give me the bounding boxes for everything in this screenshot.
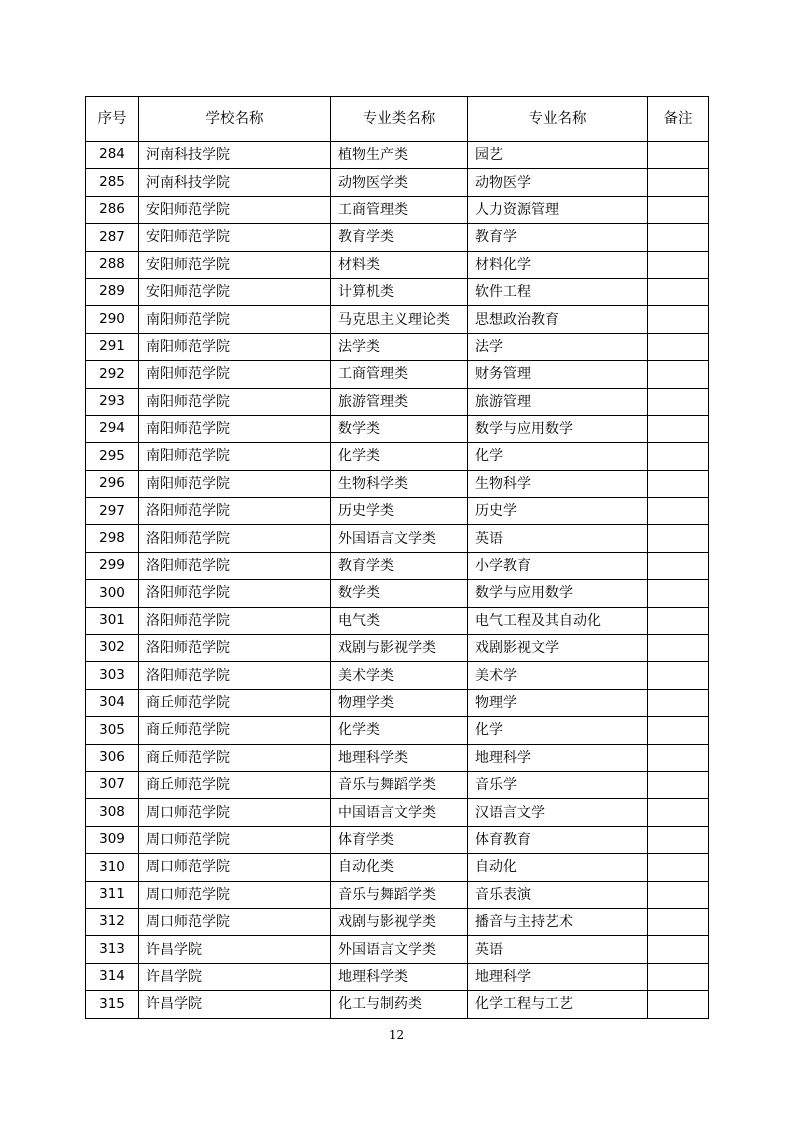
cell-major-category: 物理学类 bbox=[331, 689, 468, 716]
cell-major-category: 旅游管理类 bbox=[331, 388, 468, 415]
table-row bbox=[86, 991, 709, 1018]
cell-index: 306 bbox=[86, 744, 139, 771]
cell-index: 315 bbox=[86, 991, 139, 1018]
table-row bbox=[86, 196, 709, 223]
cell-index: 288 bbox=[86, 251, 139, 278]
cell-major-category: 戏剧与影视学类 bbox=[331, 908, 468, 935]
cell-major-category: 数学类 bbox=[331, 415, 468, 442]
cell-index: 285 bbox=[86, 169, 139, 196]
cell-school-name: 南阳师范学院 bbox=[139, 361, 331, 388]
cell-school-name: 许昌学院 bbox=[139, 963, 331, 990]
cell-major-name: 动物医学 bbox=[468, 169, 648, 196]
table-row bbox=[86, 361, 709, 388]
cell-major-category: 计算机类 bbox=[331, 278, 468, 305]
cell-index: 313 bbox=[86, 936, 139, 963]
cell-school-name: 南阳师范学院 bbox=[139, 443, 331, 470]
cell-major-category: 法学类 bbox=[331, 333, 468, 360]
table-row bbox=[86, 881, 709, 908]
cell-school-name: 洛阳师范学院 bbox=[139, 580, 331, 607]
cell-remarks bbox=[648, 525, 709, 552]
cell-major-name: 历史学 bbox=[468, 498, 648, 525]
cell-major-category: 教育学类 bbox=[331, 224, 468, 251]
cell-major-name: 园艺 bbox=[468, 142, 648, 169]
cell-remarks bbox=[648, 635, 709, 662]
cell-major-name: 化学 bbox=[468, 717, 648, 744]
cell-remarks bbox=[648, 443, 709, 470]
cell-index: 289 bbox=[86, 278, 139, 305]
cell-remarks bbox=[648, 689, 709, 716]
cell-major-category: 音乐与舞蹈学类 bbox=[331, 771, 468, 798]
cell-index: 294 bbox=[86, 415, 139, 442]
cell-major-name: 音乐学 bbox=[468, 771, 648, 798]
cell-remarks bbox=[648, 991, 709, 1018]
table-row bbox=[86, 744, 709, 771]
cell-major-category: 材料类 bbox=[331, 251, 468, 278]
table-row bbox=[86, 306, 709, 333]
cell-remarks bbox=[648, 881, 709, 908]
cell-remarks bbox=[648, 771, 709, 798]
table-row bbox=[86, 799, 709, 826]
cell-remarks bbox=[648, 963, 709, 990]
cell-major-name: 化学工程与工艺 bbox=[468, 991, 648, 1018]
cell-school-name: 商丘师范学院 bbox=[139, 689, 331, 716]
cell-major-category: 自动化类 bbox=[331, 854, 468, 881]
table-row bbox=[86, 470, 709, 497]
cell-school-name: 河南科技学院 bbox=[139, 142, 331, 169]
cell-index: 299 bbox=[86, 552, 139, 579]
cell-major-category: 生物科学类 bbox=[331, 470, 468, 497]
cell-major-name: 思想政治教育 bbox=[468, 306, 648, 333]
cell-major-name: 地理科学 bbox=[468, 963, 648, 990]
cell-major-name: 音乐表演 bbox=[468, 881, 648, 908]
cell-major-category: 音乐与舞蹈学类 bbox=[331, 881, 468, 908]
cell-major-name: 财务管理 bbox=[468, 361, 648, 388]
cell-major-name: 软件工程 bbox=[468, 278, 648, 305]
cell-major-category: 地理科学类 bbox=[331, 744, 468, 771]
cell-school-name: 安阳师范学院 bbox=[139, 278, 331, 305]
cell-school-name: 许昌学院 bbox=[139, 991, 331, 1018]
cell-remarks bbox=[648, 278, 709, 305]
cell-major-category: 数学类 bbox=[331, 580, 468, 607]
cell-remarks bbox=[648, 415, 709, 442]
cell-major-name: 教育学 bbox=[468, 224, 648, 251]
cell-remarks bbox=[648, 498, 709, 525]
cell-major-name: 地理科学 bbox=[468, 744, 648, 771]
cell-school-name: 安阳师范学院 bbox=[139, 224, 331, 251]
page-number: 12 bbox=[388, 1028, 405, 1042]
table-row bbox=[86, 142, 709, 169]
cell-remarks bbox=[648, 470, 709, 497]
cell-major-category: 外国语言文学类 bbox=[331, 936, 468, 963]
cell-school-name: 洛阳师范学院 bbox=[139, 635, 331, 662]
cell-remarks bbox=[648, 936, 709, 963]
cell-index: 291 bbox=[86, 333, 139, 360]
table-row bbox=[86, 662, 709, 689]
cell-index: 302 bbox=[86, 635, 139, 662]
cell-index: 314 bbox=[86, 963, 139, 990]
cell-major-category: 地理科学类 bbox=[331, 963, 468, 990]
cell-major-name: 人力资源管理 bbox=[468, 196, 648, 223]
cell-major-name: 汉语言文学 bbox=[468, 799, 648, 826]
cell-remarks bbox=[648, 826, 709, 853]
table-row bbox=[86, 607, 709, 634]
cell-remarks bbox=[648, 251, 709, 278]
cell-index: 301 bbox=[86, 607, 139, 634]
cell-school-name: 商丘师范学院 bbox=[139, 744, 331, 771]
cell-major-category: 体育学类 bbox=[331, 826, 468, 853]
cell-remarks bbox=[648, 224, 709, 251]
table-row bbox=[86, 415, 709, 442]
cell-major-category: 电气类 bbox=[331, 607, 468, 634]
table-row bbox=[86, 525, 709, 552]
cell-major-category: 化工与制药类 bbox=[331, 991, 468, 1018]
table-row bbox=[86, 580, 709, 607]
cell-remarks bbox=[648, 799, 709, 826]
cell-index: 308 bbox=[86, 799, 139, 826]
table-row bbox=[86, 388, 709, 415]
table-row bbox=[86, 908, 709, 935]
cell-school-name: 南阳师范学院 bbox=[139, 415, 331, 442]
cell-remarks bbox=[648, 854, 709, 881]
cell-school-name: 许昌学院 bbox=[139, 936, 331, 963]
table-row bbox=[86, 224, 709, 251]
cell-major-name: 法学 bbox=[468, 333, 648, 360]
table-row bbox=[86, 717, 709, 744]
cell-major-name: 小学教育 bbox=[468, 552, 648, 579]
cell-school-name: 商丘师范学院 bbox=[139, 717, 331, 744]
cell-school-name: 南阳师范学院 bbox=[139, 388, 331, 415]
table-row bbox=[86, 333, 709, 360]
cell-school-name: 南阳师范学院 bbox=[139, 470, 331, 497]
cell-remarks bbox=[648, 717, 709, 744]
cell-remarks bbox=[648, 196, 709, 223]
header-index: 序号 bbox=[86, 97, 139, 142]
cell-index: 309 bbox=[86, 826, 139, 853]
table-row bbox=[86, 635, 709, 662]
cell-school-name: 洛阳师范学院 bbox=[139, 525, 331, 552]
table-row bbox=[86, 854, 709, 881]
header-remarks: 备注 bbox=[648, 97, 709, 142]
cell-school-name: 洛阳师范学院 bbox=[139, 498, 331, 525]
table-row bbox=[86, 278, 709, 305]
cell-index: 287 bbox=[86, 224, 139, 251]
cell-remarks bbox=[648, 361, 709, 388]
table-row bbox=[86, 498, 709, 525]
cell-index: 307 bbox=[86, 771, 139, 798]
cell-school-name: 安阳师范学院 bbox=[139, 196, 331, 223]
cell-major-name: 数学与应用数学 bbox=[468, 415, 648, 442]
cell-school-name: 周口师范学院 bbox=[139, 881, 331, 908]
cell-school-name: 周口师范学院 bbox=[139, 826, 331, 853]
cell-remarks bbox=[648, 388, 709, 415]
cell-school-name: 洛阳师范学院 bbox=[139, 662, 331, 689]
table-row bbox=[86, 826, 709, 853]
cell-major-category: 戏剧与影视学类 bbox=[331, 635, 468, 662]
cell-index: 311 bbox=[86, 881, 139, 908]
table-row bbox=[86, 169, 709, 196]
cell-major-name: 电气工程及其自动化 bbox=[468, 607, 648, 634]
cell-school-name: 河南科技学院 bbox=[139, 169, 331, 196]
cell-major-name: 播音与主持艺术 bbox=[468, 908, 648, 935]
cell-major-name: 英语 bbox=[468, 525, 648, 552]
cell-index: 286 bbox=[86, 196, 139, 223]
cell-school-name: 南阳师范学院 bbox=[139, 333, 331, 360]
cell-remarks bbox=[648, 169, 709, 196]
cell-school-name: 洛阳师范学院 bbox=[139, 552, 331, 579]
table-row bbox=[86, 936, 709, 963]
cell-major-category: 动物医学类 bbox=[331, 169, 468, 196]
cell-major-category: 化学类 bbox=[331, 717, 468, 744]
cell-major-name: 数学与应用数学 bbox=[468, 580, 648, 607]
cell-school-name: 安阳师范学院 bbox=[139, 251, 331, 278]
cell-major-name: 戏剧影视文学 bbox=[468, 635, 648, 662]
table-row bbox=[86, 689, 709, 716]
cell-index: 298 bbox=[86, 525, 139, 552]
cell-major-name: 材料化学 bbox=[468, 251, 648, 278]
cell-major-category: 工商管理类 bbox=[331, 196, 468, 223]
cell-major-name: 物理学 bbox=[468, 689, 648, 716]
cell-remarks bbox=[648, 908, 709, 935]
header-major-name: 专业名称 bbox=[468, 97, 648, 142]
cell-major-category: 化学类 bbox=[331, 443, 468, 470]
cell-index: 284 bbox=[86, 142, 139, 169]
cell-major-name: 体育教育 bbox=[468, 826, 648, 853]
cell-index: 290 bbox=[86, 306, 139, 333]
cell-index: 312 bbox=[86, 908, 139, 935]
cell-index: 292 bbox=[86, 361, 139, 388]
cell-major-category: 外国语言文学类 bbox=[331, 525, 468, 552]
table-body bbox=[86, 142, 709, 1019]
table-row bbox=[86, 771, 709, 798]
cell-major-name: 美术学 bbox=[468, 662, 648, 689]
cell-index: 296 bbox=[86, 470, 139, 497]
cell-remarks bbox=[648, 552, 709, 579]
cell-index: 310 bbox=[86, 854, 139, 881]
cell-index: 305 bbox=[86, 717, 139, 744]
cell-index: 297 bbox=[86, 498, 139, 525]
cell-index: 303 bbox=[86, 662, 139, 689]
table-row bbox=[86, 443, 709, 470]
table-row bbox=[86, 963, 709, 990]
cell-major-category: 中国语言文学类 bbox=[331, 799, 468, 826]
cell-school-name: 商丘师范学院 bbox=[139, 771, 331, 798]
cell-index: 293 bbox=[86, 388, 139, 415]
cell-index: 295 bbox=[86, 443, 139, 470]
table-header-row bbox=[86, 97, 709, 142]
cell-major-category: 教育学类 bbox=[331, 552, 468, 579]
cell-major-category: 历史学类 bbox=[331, 498, 468, 525]
header-major-category: 专业类名称 bbox=[331, 97, 468, 142]
cell-remarks bbox=[648, 333, 709, 360]
cell-major-name: 化学 bbox=[468, 443, 648, 470]
table-row bbox=[86, 552, 709, 579]
cell-remarks bbox=[648, 662, 709, 689]
cell-major-name: 自动化 bbox=[468, 854, 648, 881]
cell-school-name: 周口师范学院 bbox=[139, 854, 331, 881]
cell-school-name: 周口师范学院 bbox=[139, 908, 331, 935]
cell-index: 304 bbox=[86, 689, 139, 716]
cell-remarks bbox=[648, 306, 709, 333]
cell-major-category: 马克思主义理论类 bbox=[331, 306, 468, 333]
majors-table bbox=[85, 96, 709, 1019]
cell-major-name: 旅游管理 bbox=[468, 388, 648, 415]
cell-remarks bbox=[648, 744, 709, 771]
cell-index: 300 bbox=[86, 580, 139, 607]
cell-remarks bbox=[648, 607, 709, 634]
cell-major-name: 英语 bbox=[468, 936, 648, 963]
cell-major-category: 美术学类 bbox=[331, 662, 468, 689]
header-school-name: 学校名称 bbox=[139, 97, 331, 142]
cell-major-category: 植物生产类 bbox=[331, 142, 468, 169]
cell-school-name: 洛阳师范学院 bbox=[139, 607, 331, 634]
cell-school-name: 周口师范学院 bbox=[139, 799, 331, 826]
cell-remarks bbox=[648, 580, 709, 607]
cell-major-category: 工商管理类 bbox=[331, 361, 468, 388]
table-row bbox=[86, 251, 709, 278]
cell-remarks bbox=[648, 142, 709, 169]
cell-school-name: 南阳师范学院 bbox=[139, 306, 331, 333]
cell-major-name: 生物科学 bbox=[468, 470, 648, 497]
